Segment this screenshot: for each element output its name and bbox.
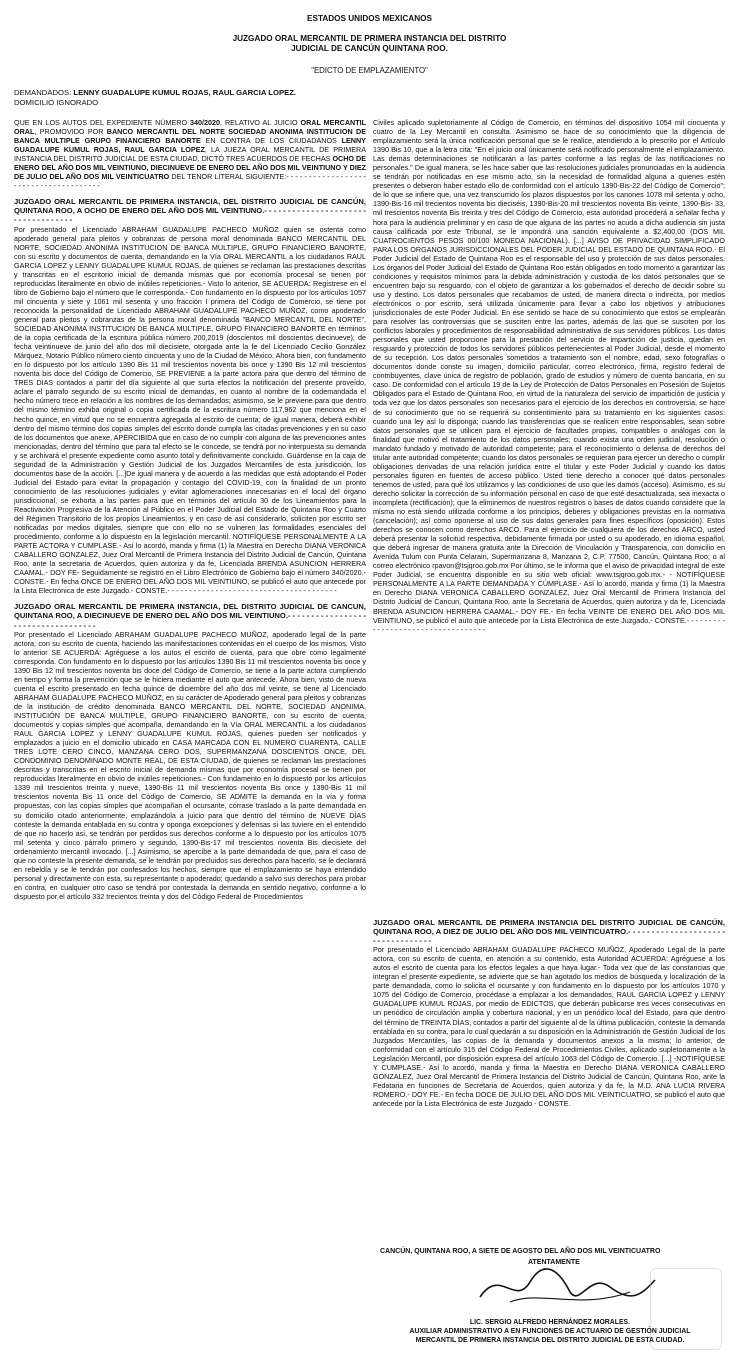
court-heading-line1: JUZGADO ORAL MERCANTIL DE PRIMERA INSTANCIA DEL DISTRITO <box>232 34 507 43</box>
atentamente-label: ATENTAMENTE <box>528 1259 580 1266</box>
acuerdo1-heading: JUZGADO ORAL MERCANTIL DE PRIMERA INSTANCIA, DEL DISTRITO JUDICIAL DE CANCÚN, QUINTANA ROO, A OCHO DE ENERO DEL AÑO DOS MIL VEINTIUNO.- - - - - - - - - - - - - - - - - - - - - - - - - - - - - - - - - - - <box>14 197 366 225</box>
signature-date-line: CANCÚN, QUINTANA ROO, A SIETE DE AGOSTO DEL AÑO DOS MIL VEINTICUATRO <box>380 1248 661 1255</box>
domicile-line: DOMICILIO IGNORADO <box>14 98 99 107</box>
edict-title: "EDICTO DE EMPLAZAMIENTO" <box>311 66 428 75</box>
country-heading: ESTADOS UNIDOS MEXICANOS <box>307 14 432 23</box>
signature-block <box>380 1318 720 1345</box>
defendants-line <box>14 88 296 98</box>
col2-body: Civiles aplicado supletoriamente al Código de Comercio, en términos del dispositivo 1054 mil cincuenta y cuatro de la Ley Mercantil en consulta. Asimismo se hace de su conocimiento que la diligencia de emplazamiento será la única notificación personal que se le realice, atendiendo a lo prescrito por el Artículo 1390 Bis 10, que a la letra cita: "En el juicio oral únicamente será notificado personalmente el emplazamiento. Las demás determinaciones se notificarán a las partes conforme a las reglas de las notificaciones no personales." De igual manera, se les hace saber que las resoluciones judiciales pronunciadas en la audiencia se tendrán por notificadas en ese mismo acto, sin la necesidad de formalidad alguna a quienes estén presentes o debieron haber estado ello de conformidad con el artículo 1390-Bis-22 del Código de Comercio"; de lo que se infiere que, una vez transcurrido los plazos dispuestos por los canones 1078 mil setenta y ocho, 1390-Bis-16 mil trecientos noventa bis dieciséis, 1390-Bis-20 mil trescientos noventa Bis veinte, 1390-Bis- 33, mil trescientos noventa Bis treinta y tres del Código de Comercio, esta autoridad procederá a señalar fecha y hora para la audiencia preliminar y en caso de que alguna de las partes no acuda a dicha audiencia sin justa causa calificada por este Tribunal, se le impondrá una sanción equivalente a $2,400.00 (DOS MIL CUATROCIENTOS PESOS 00/100 MONEDA NACIONAL). [...] AVISO DE PRIVACIDAD SIMPLIFICADO PARA LOS ORGANOS JURISDICCIONALES DEL PODER JUDICIAL DEL ESTADO DE QUINTANA ROO.- El Poder Judicial del Estado de Quintana Roo es el responsable del uso y protección de sus datos personales. Los órganos del Poder Judicial del Estado de Quintana Roo están obligados en todo momento a garantizar las condiciones y requisitos mínimos para la debida administración y custodia de los datos personales que se encuentren bajo su resguardo, con el objeto de garantizar a los gobernados el derecho de decidir sobre su uso y destino. Los datos personales que recabamos de usted, de manera directa o indirecta, por medios electrónicos o por escrito, será utilizada únicamente para llevar a cabo los objetivos y atribuciones jurisdiccionales de este Poder Judicial. En ese sentido se hace de su conocimiento que estos se emplearán para resolver las controversias que se susciten entre las partes, además de las que se susciten por los conflictos laborales y procedimientos de responsabilidad administrativa de sus servidores públicos. Los datos personales que usted proporcione para la prestación del servicio de impartición de justicia, quedan en resguardo y protección de todos los servidores públicos pertenecientes al Poder Judicial, desde el momento de su recepción. Los datos personales sometidos a tratamiento son el nombre, edad, sexo fotografías o documentos donde conste su imagen, domicilio particular, correo electrónico, firma, registro federal de contribuyentes, clave única de registro de población, grado de estudios y número de cuenta bancaria, en su caso. De conformidad con el artículo 19 de la Ley de Protección de Datos Personales en Posesión de Sujetos Obligados para el Estado de Quintana Roo, en virtud de la naturaleza del servicio de impartición de justicia y toda vez que los datos personales son necesarios para el ejercicio de los derechos en controversia, se hace de su conocimiento que no se requerirá su consentimiento para su tratamiento en los siguientes casos: cuando una ley así lo disponga; cuando las transferencias que se realicen entre responsables, sean sobre datos personales que se utilicen para el ejercicio de facultades propias, compatibles o análogas con la finalidad que motivó el tratamiento de los datos personales; cuando exista una orden judicial, resolución o mandato fundado y motivado de autoridad competente; para el reconocimiento o defensa de derechos del titular ante autoridad competente; cuando los datos personales se requieran para ejercer un derecho o cumplir obligaciones derivadas de una relación jurídica entre el titular y este Poder Judicial y cuando los datos personales figuren en fuentes de acceso público. Usted tiene derecho a conocer qué datos personales tenemos de usted, para qué los utilizamos y las condiciones de uso que les damos (acceso). Asimismo, es su derecho solicitar la corrección de su información personal en caso de que esté desactualizada, sea inexacta o incompleta (rectificación); que la eliminemos de nuestros registros o bases de datos cuando considere que la misma no está siendo utilizada conforme a los principios, deberes y obligaciones previstas en la normativa (cancelación); así como oponerse al uso de sus datos generales para fines específicos (oposición). Estos derechos se conocen como derechos ARCO. Para el ejercicio de cualquiera de los derechos ARCO, usted deberá presentar la solicitud respectiva, debidamente firmada por usted o su apoderado, en idioma español, que deberá ingresar de manera gratuita ante la Dirección de Vinculación y Transparencia, con domicilio en Avenida Tulum con Punta Celarain, Supermanzana 8, Manzana 2, C.P. 77500, Cancún, Quintana Roo; o al correo electrónico rpavon@tsjqroo.gob.mx Por último, se le informa que el aviso de privacidad integral de este Poder Judicial, se encuentra disponible en su sitio web oficial: www.tsjqroo.gob.mx.- - NOTIFÍQUESE PERSONALMENTE A LA PARTE DEMANDADA Y CÚMPLASE.- Así lo acordó, manda y firma (1) la Maestra en Derecho DIANA VERONICA CABALLERO GONZALEZ, Juez Oral Mercantil de Primera Instancia del Distrito Judicial de Cancun, Quintana Roo, ante la Secretaria de Acuerdos, quien autoriza y da fe, Licenciada BRENDA ASUNCION HERRERA CAAMAL.- DOY FE.- En fecha VEINTE DE ENERO DEL AÑO DOS MIL VEINTIUNO, se publicó el auto que antecede por la Lista Electrónica de este Juzgado.- CONSTE.- - - - - - - - - - - - - - - - - - - - - - - - - - - - - - - - - - - <box>373 118 725 634</box>
acuerdo3-body: Por presentado el Licenciado ABRAHAM GUADALUPE PACHECO MUÑOZ, Apoderado Legal de la parte actora, con su escrito de cuenta, en atención a su contenido, esta Autoridad ACUERDA: Agréguese a los autos el escrito de cuenta para los efectos legales a que haya lugar.- Toda vez que de las constancias que integran el presente expediente, se advierte que se han agotado los medios de búsqueda y localización de la parte demandada, como lo solicita el ocursante y con fundamento en lo dispuesto por los artículos 1070 y 1075 del Código de Comercio, procédase a emplazar a los demandados, RAUL GARCIA LOPEZ y LENNY GUADALUPE KUMUL ROJAS, por medio de EDICTOS, que deberán publicarse tres veces consecutivas en un periódico de circulación amplia y cobertura nacional, y en un periódico local del Estado, para que dentro del término de TREINTA DÍAS, contados a partir del siguiente al de la última publicación, conteste la demanda entablada en su contra, para lo cual quedarán a su disposición en la Administración de Gestión Judicial de los Juzgados Mercantiles, las copias de la demanda y documentos anexos a la misma; lo anterior, de conformidad con el artículo 315 del Código Federal de Procedimientos Civiles, aplicado supletoriamente a la Legislación Mercantil, por disposición expresa del artículo 1063 del Código de Comercio. [...] -NOTIFÍQUESE Y CUMPLASE.- Así lo acordó, manda y firma la Maestra en Derecho DIANA VERONICA CABALLERO GONZALEZ, Juez Oral Mercantil de Primera Instancia del Distrito Judicial de Cancún, Quintana Roo, ante la Fedataria en funciones de Secretaria de Acuerdos, quien autoriza y da fe, la M.D. ANA LUCIA RIVERA ROMERO.- DOY FE.- En fecha DOCE DE JULIO DEL AÑO DOS MIL VEINTICUATRO, se publicó el auto que antecede por la Lista Electrónica de este Juzgado - CONSTE. <box>373 945 725 1108</box>
right-column-lower <box>373 918 725 1244</box>
signer-role-line2: MERCANTIL DE PRIMERA INSTANCIA DEL DISTRITO JUDICIAL DE ESTA CIUDAD. <box>415 1337 685 1344</box>
acuerdo3-heading: JUZGADO ORAL MERCANTIL DE PRIMERA INSTANCIA DEL DISTRITO JUDICIAL DE CANCÚN, QUINTANA ROO, A DIEZ DE JULIO DEL AÑO DOS MIL VEINTICUATRO.- - - - - - - - - - - - - - - - - - - - - - - - - - - - - - - - - - <box>373 918 725 946</box>
signer-role-line1: AUXILIAR ADMINISTRATIVO A EN FUNCIONES DE ACTUARIO DE GESTIÓN JUDICIAL <box>409 1328 691 1335</box>
court-heading-line2: JUDICIAL DE CANCÚN QUINTANA ROO. <box>291 44 448 53</box>
signer-name: LIC. SERGIO ALFREDO HERNÁNDEZ MORALES. <box>469 1319 631 1326</box>
right-column <box>373 118 725 912</box>
handwritten-signature <box>470 1262 660 1312</box>
acuerdo1-body: Por presentado el Licenciado ABRAHAM GUADALUPE PACHECO MUÑOZ quien se ostenta como apoderado general para pleitos y cobranzas de persona moral denominada BANCO MERCANTIL DEL NORTE, SOCIEDAD ANONIMA INSTITUCION DE BANCA MULTIPLE, GRUPO FINANCIERO BANORTE, con su escrito y documentos de cuenta, demandando en la Vía ORAL MERCANTIL a los ciudadanos RAUL GARCIA LOPEZ y LENNY GUADALUPE KUMUL ROJAS, de quienes se reclaman las prestaciones descritas y transcritas en el escritorio inicial de demanda mismas que por economía procesal se tienen por reproducidas literalmente en obvio de inútiles repeticiones.- Visto lo anterior, SE ACUERDA: Regístrese en el libro de Gobierno bajo el número que le corresponda.- Con fundamento en lo dispuesto por los artículos 1057 mil cincuenta y siete y 1061 mil sesenta y uno fracción I primera del Código de Comercio, se tiene por reconocida la personalidad de Licenciado ABRAHAM GUADALUPE PACHECO MUÑOZ, como apoderado general para pleitos y cobranzas de la persona moral denominada "BANCO MERCANTIL DEL NORTE", SOCIEDAD ANONIMA INSTITUCION DE BANCA MULTIPLE, GRUPO FINANCIERO BANORTE en términos de la copia certificada de la escritura pública número 200,2019 (doscientos mil doscientos diecinueve), de fecha veintinueve de junio del año dos mil diecisiete, otorgada ante la fe del Licenciado Cecilio González Márquez, Notario Público número ciento cincuenta y uno de la Ciudad de México. Ahora bien, con fundamento en lo dispuesto por los artículo 1390 Bis 11 mil trescientos noventa bis once y 1390 Bis 12 mil trescientos noventa bis doce del Código de Comercio, SE PREVIENE a la parte actora para que dentro del término de TRES DIAS contados a partir del día siguiente al que surta efectos la notificación del presente proveído, aclare el párrafo segundo de su escrito inicial de demandas, en cuanto al nombre de la codemandada el hecho número trece en relación a los nombres de los demandados; asimismo, se le previene para que dentro del mismo término exhiba original o copia certificada de la escritura número 117,962 que menciona en el hecho quince, en virtud que no se encuentra agregada al escrito de cuenta; de igual manera, deberá exhibir dentro del mismo término dos copias simples del escrito donde cumpla las citadas prevenciones y en su caso de los documentos que anexe, APERCIBIDA que en caso de no cumplir con alguna de las prevenciones antes mencionadas, dentro del término que para tal efecto se le concede, se tendrá por no interpuesta su demanda y se archivará el presente expediente como asunto total y definitivamente concluido. Guárdense en la caja de seguridad de la Administración y Gestión Judicial de los Juzgados Mercantiles de esta jurisdicción, los documentos base de la acción. [...]De igual manera y de acuerdo a las medidas que está adoptando el Poder Judicial del Estado para evitar la propagación y contagio del COVID-19, con la finalidad de un pronto conocimiento de las resoluciones judiciales y evitar aglomeraciones innecesarias en el local del órgano jurisdiccional, se exhorta a las partes para que en términos del artículo 30 de los Lineamientos para la Reactivación Progresiva de la Atención al Público en el Poder Judicial del Estado de Quintana Roo y Cuarto del Régimen Transitorio de los propios Lineamientos, y en caso de así considerarlo, soliciten por escrito ser notificadas por medios digitales, siempre que con ello no se vulneren las formalidades esenciales del procedimiento, conforme a lo dispuesto en la legislación mercantil. NOTIFÍQUESE PERSONALMENTE A LA PARTE ACTORA Y CUMPLASE.- Así lo acordó, manda y firma (1) la Maestra en Derecho DIANA VERONICA CABALLERO GONZALEZ, Juez Oral Mercantil de Primera Instancia del Distrito Judicial de Cancún, Quintana Roo, ante la secretaria de Acuerdos, quien autoriza y da fe, Licenciada BRENDA ASUNCION HERRERA CAAMAL.- DOY FE- Seguidamente se registró en el Libro Electrónico de Gobierno bajo el número 340/2020.- CONSTE.- En fecha ONCE DE ENERO DEL AÑO DOS MIL VEINTIUNO, se publicó el auto que antecede por la Lista Electrónica de este Juzgado.- CONSTE.- - - - - - - - - - - - - - - - - - - - - - - - - - - - - - - - - - - - - - - <box>14 224 366 596</box>
intro-paragraph: QUE EN LOS AUTOS DEL EXPEDIENTE NÚMERO 340/2020, RELATIVO AL JUICIO ORAL MERCANTIL ORAL, PROMOVIDO POR BANCO MERCANTIL DEL NORTE SOCIEDAD ANONIMA INSTITUCION DE BANCA MULTIPLE GRUPO FINANCIERO BANORTE EN CONTRA DE LOS CIUDADANOS LENNY GUADALUPE KUMUL ROJAS, RAUL GARCIA LOPEZ, LA JUEZA ORAL MERCANTIL DE PRIMERA INSTANCIA DEL DISTRITO JUDICIAL DE ESTA CIUDAD, DICTÓ TRES ACUERDOS DE FECHAS OCHO DE ENERO DEL AÑO DOS MIL VEINTIUNO, DIECINUEVE DE ENERO DEL AÑO DOS MIL VEINTIUNO Y DIEZ DE JULIO DEL AÑO DOS MIL VEINTICUATRO DEL TENOR LITERAL SIGUIENTE:- - - - - - - - - - - - - - - - - - - - - - - - - - - - - - - - - - - - - - <box>14 118 366 191</box>
defendants-label: DEMANDADOS: <box>14 88 72 97</box>
acuerdo2-heading: JUZGADO ORAL MERCANTIL DE PRIMERA INSTANCIA, DEL DISTRITO JUDICIAL DE CANCUN, QUINTANA ROO, A DIECINUEVE DE ENERO DEL AÑO DOS MIL VEINTIUNO.- - - - - - - - - - - - - - - - - - - - - - - - - - - - - - - - - - - <box>14 602 366 630</box>
defendants-names: LENNY GUADALUPE KUMUL ROJAS, RAUL GARCIA LOPEZ. <box>73 88 297 97</box>
acuerdo2-body: Por presentado el Licenciado ABRAHAM GUADALUPE PACHECO MUÑOZ, apoderado legal de la parte actora, con su escrito de cuenta, haciendo las manifestaciones contenidas en el cuerpo de los mismos. Visto lo anterior SE ACUERDA: Agréguese a los autos el escrito de cuenta, para que obre como legalmente corresponda. Con fundamento en lo dispuesto por los artículos 1390 Bis 11 mil trescientos noventa bis once y 1390 Bis 12 mil trescientos noventa bis doce del Código de Comercio, se tiene a la parte actora cumpliendo en tiempo y forma la prevención que se le hiciera mediante el auto que antecede. Ahora bien, visto de nueva cuenta el escrito presentado en fecha quince de diciembre del año dos mil veinte, se tiene al Licenciado ABRAHAM GUADALUPE PACHECO MUÑOZ, en su carácter de Apoderado general para pleitos y cobranzas de la institución de crédito denominada BANCO MERCANTIL DEL NORTE, SOCIEDAD ANONIMA, INSTITUCIÓN DE BANCA MULTIPLE, GRUPO FINANCIERO BANORTE, con su escrito de cuenta, documentos y copias simples que acompaña, demandando en la Vía ORAL MERCANTIL a los ciudadanos RAUL GARCIA LOPEZ y LENNY GUADALUPE KUMUL ROJAS, quienes pueden ser notificados y emplazados a juicio en el domicilio ubicado en CASA MARCADA CON EL NUMERO CUARENTA, CALLE TRES LOTE CERO CINCO, MANZANA CERO DOS, SUPERMANZANA DOSCIENTOS ONCE, DEL CONDOMINIO DENOMINADO MONTE REAL, DE ESTA CIUDAD, de quienes se reclaman las prestaciones descritas y transcritas en el escrito inicial de demanda mismas que por economía procesal se tienen por reproducidas literalmente en obvio de inútiles repeticiones.- Con fundamento en lo dispuesto por los artículos 1339 mil trescientos treinta y nueve, 1390-Bis 11 mil trescientos noventa Bis once y 1390-Bis 11 mil trescientos noventa Bis 11 once del Código de Comercio, SE ADMITE la demanda en la vía y forma propuestas, con las copias simples que acompañan el ocursante, córrase traslado a la parte demandada en su domicilio citado anteriormente, emplazándola a juicio para que dentro del término de NUEVE DÍAS conteste la demanda entablada en su contra y oponga excepciones y defensas si las tuviere en el entendido de que no hacerlo así, se tendrán por perdidos sus derechos conforme a lo dispuesto por los artículos 1075 mil setenta y cinco párrafo primero y segundo, 1390-Bis-17 mil trescientos noventa Bis diecisiete del ordenamiento mercantil invocado. [...] Asimismo, se apercibe a la parte demandada de que, para el caso de que no conteste la presente demanda, se le tendrán por precluidos sus derechos para hacerlo, se le declarará en rebeldía y se le tendrán por confesados los hechos, siempre que el emplazamiento se haya entendido personal y directamente con esta, su representante o apoderado; quedando a salvo sus derechos para probar en contra, en cualquier otro caso se tendrá por contestada la demanda en sentido negativo, conforme a lo dispuesto por el artículo 332 trecientos treinta y dos del Código Federal de Procedimientos <box>14 629 366 901</box>
left-column <box>14 118 366 1350</box>
